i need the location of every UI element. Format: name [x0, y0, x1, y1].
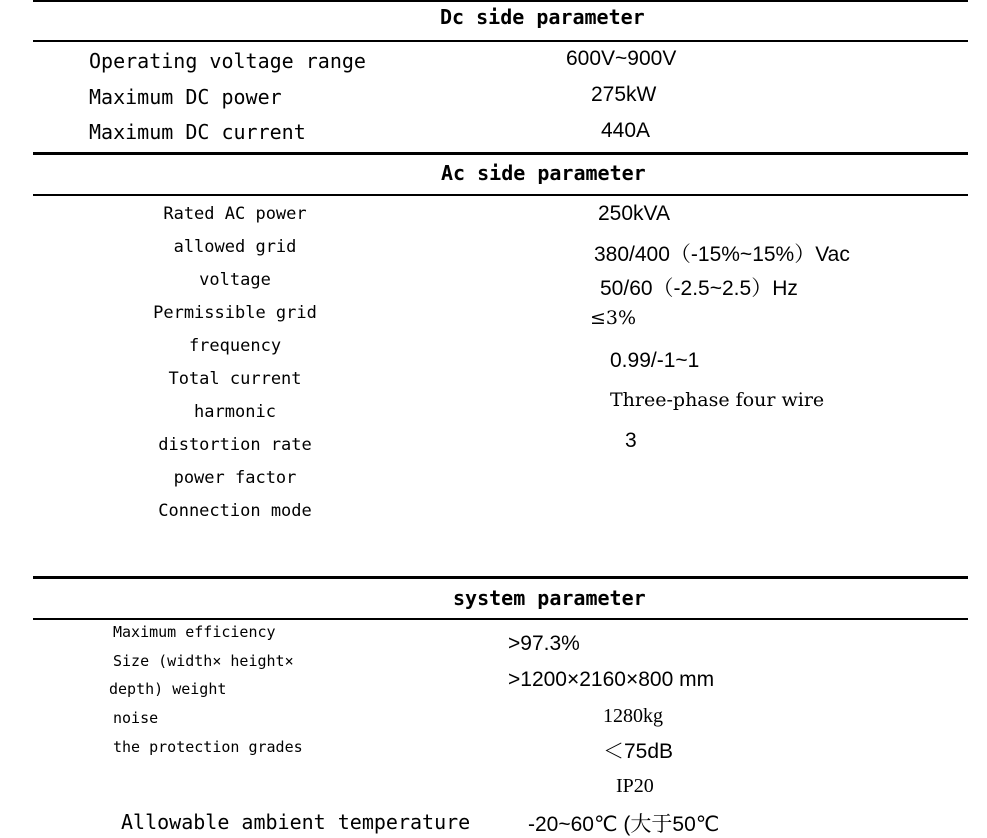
- ac-value-rated-power: 250kVA: [598, 202, 670, 225]
- ac-label: voltage: [199, 270, 271, 290]
- sys-label: Size (width× height×: [113, 652, 294, 670]
- ac-label: Total current: [168, 369, 302, 389]
- ac-top-rule: [33, 152, 968, 155]
- sys-value-efficiency: >97.3%: [508, 632, 580, 655]
- sys-value-weight: 1280kg: [603, 705, 663, 727]
- dc-value-operating-voltage: 600V~900V: [566, 47, 677, 70]
- ac-label: frequency: [188, 336, 282, 356]
- sys-value-protection: IP20: [616, 775, 654, 797]
- top-rule: [33, 0, 968, 2]
- sys-value-noise: ＜75dB: [603, 740, 674, 763]
- ac-label: power factor: [173, 468, 297, 488]
- dc-label-operating-voltage: Operating voltage range: [89, 49, 366, 73]
- sys-label: the protection grades: [113, 738, 303, 756]
- ac-value-grid-voltage: 380/400（-15%~15%）Vac: [594, 243, 850, 266]
- sys-label: Maximum efficiency: [113, 623, 276, 641]
- ac-section-title: Ac side parameter: [441, 161, 646, 185]
- ac-label: Rated AC power: [163, 204, 307, 224]
- dc-header-rule: [33, 40, 968, 42]
- ac-value-grid-frequency: 50/60（-2.5~2.5）Hz: [600, 277, 798, 300]
- sys-label-ambient-temperature: Allowable ambient temperature: [121, 810, 471, 834]
- sys-section-title: system parameter: [453, 586, 646, 610]
- sys-value-size: >1200×2160×800 mm: [508, 668, 715, 691]
- ac-value-power-factor: 0.99/-1~1: [610, 349, 700, 372]
- ac-label: allowed grid: [173, 237, 297, 257]
- sys-top-rule: [33, 576, 968, 579]
- ac-label: harmonic: [194, 402, 276, 422]
- sys-header-rule: [33, 618, 968, 620]
- dc-section-title: Dc side parameter: [440, 5, 645, 29]
- sys-label: noise: [113, 709, 159, 727]
- sys-label: depth) weight: [109, 680, 227, 698]
- dc-value-max-power: 275kW: [591, 83, 657, 106]
- sys-value-ambient-temperature: -20~60℃ (大于50℃: [528, 813, 720, 836]
- ac-label: distortion rate: [158, 435, 312, 455]
- dc-label-max-current: Maximum DC current: [89, 120, 306, 144]
- ac-value-extra: 3: [625, 429, 637, 452]
- ac-label: Permissible grid: [153, 303, 317, 323]
- dc-value-max-current: 440A: [601, 119, 651, 142]
- ac-label: Connection mode: [158, 501, 312, 521]
- ac-value-connection-mode: Three-phase four wire: [610, 389, 825, 411]
- ac-header-rule: [33, 194, 968, 196]
- dc-label-max-power: Maximum DC power: [89, 85, 282, 109]
- ac-value-thd: ≤3%: [590, 307, 637, 329]
